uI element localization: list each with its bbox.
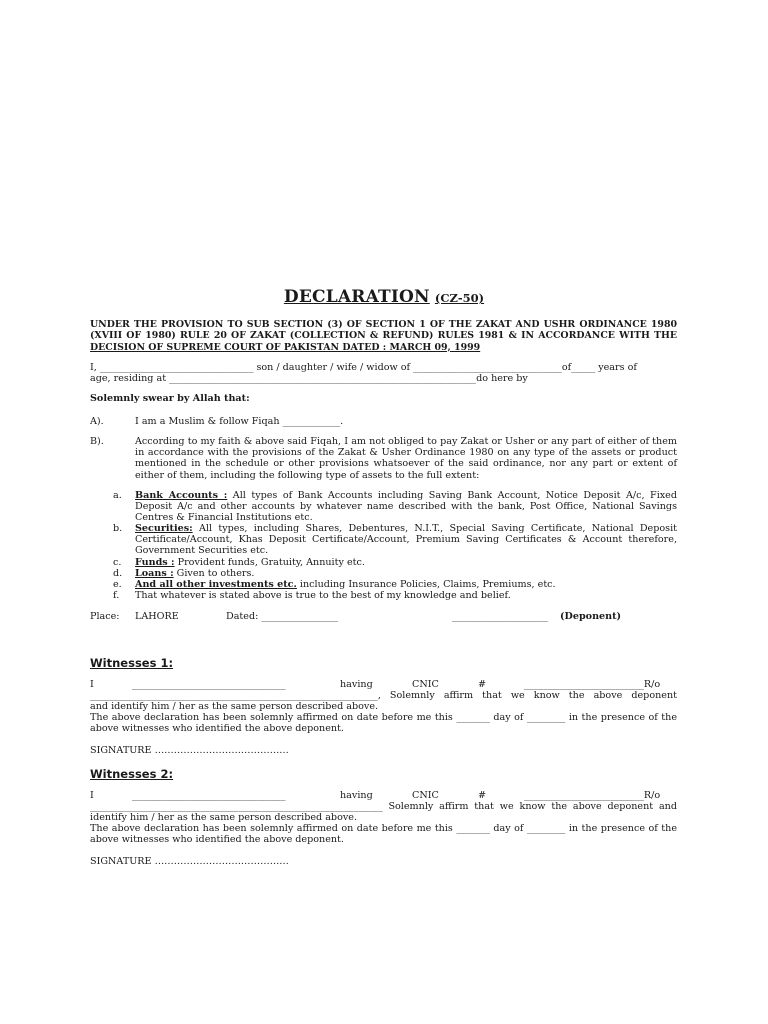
item-c-text [135, 557, 677, 568]
title-text: DECLARATION [283, 287, 430, 307]
oath-line: Solemnly swear by Allah that: [90, 393, 250, 404]
witness1-i: I [90, 679, 94, 690]
clause-b-label: B). [90, 436, 104, 447]
item-a-text [135, 490, 677, 524]
item-f-label: f. [113, 590, 120, 601]
item-b-heading: Securities: [135, 523, 193, 534]
item-f-text: That whatever is stated above is true to the best of my knowledge and belief. [135, 590, 511, 601]
subheading [90, 319, 677, 353]
item-b-body: All types, including Shares, Debentures, N.I.T., Special Saving Certificate, National Deposit Certificate/Account, Khas Deposit Certificate/Account, Premium Saving Certificates & Account therefore, Government Securities etc. [135, 523, 677, 557]
clause-a-label: A). [90, 416, 104, 427]
page-title [0, 287, 768, 307]
witness2-name-blank: ________________________________ [132, 790, 286, 801]
witness1-affirm2: above witnesses who identified the above deponent. [90, 723, 344, 734]
item-a-body: All types of Bank Accounts including Saving Bank Account, Notice Deposit A/c, Fixed Deposit A/c and other accounts by whatever name described with the bank, Post Office, National Savings Centres & Financial Institutions etc. [135, 490, 677, 524]
witness2-affirm2: above witnesses who identified the above deponent. [90, 834, 344, 845]
witness1-cnic-blank: _________________________R/o [524, 679, 661, 690]
witness2-line2: _____________________________________________________________ Solemnly affirm that we know the above deponent and [90, 801, 677, 812]
item-a-label: a. [113, 490, 122, 501]
item-c-label: c. [113, 557, 122, 568]
item-d-body: Given to others. [173, 568, 255, 579]
witness2-hash: # [478, 790, 487, 801]
intro-line-1: I, ________________________________ son / daughter / wife / widow of _______________________________of_____ years of [90, 362, 637, 373]
item-d-heading: Loans : [135, 568, 174, 579]
item-a-heading: Bank Accounts : [135, 490, 228, 501]
witness2-cnic-blank: _________________________R/o [524, 790, 661, 801]
witness2-signature: SIGNATURE …………………………………… [90, 856, 289, 867]
item-e-body: including Insurance Policies, Claims, Premiums, etc. [296, 579, 556, 590]
item-e-heading: And all other investments etc. [135, 579, 297, 590]
item-e-text [135, 579, 677, 590]
witness2-cnic: CNIC [412, 790, 439, 801]
subheading-part2: DECISION OF SUPREME COURT OF PAKISTAN DATED : MARCH 09, 1999 [90, 341, 481, 353]
dated-field: Dated: ________________ [226, 611, 339, 622]
place-value: LAHORE [135, 611, 179, 622]
item-c-body: Provident funds, Gratuity, Annuity etc. [174, 557, 365, 568]
witness1-cnic: CNIC [412, 679, 439, 690]
intro-line-2: age, residing at ________________________________________________________________do here by [90, 373, 528, 384]
deponent-signature-line: ____________________ [452, 611, 548, 622]
witness2-affirm1: The above declaration has been solemnly affirmed on date before me this _______ day of ________ in the presence of the [90, 823, 677, 834]
witness1-hash: # [478, 679, 487, 690]
witness1-having: having [340, 679, 373, 690]
witness2-line3: identify him / her as the same person described above. [90, 812, 357, 823]
item-b-text [135, 523, 677, 557]
witness1-heading: Witnesses 1: [90, 656, 174, 670]
place-label: Place: [90, 611, 120, 622]
item-b-label: b. [113, 523, 123, 534]
item-c-heading: Funds : [135, 557, 175, 568]
clause-a-text: I am a Muslim & follow Fiqah ____________. [135, 416, 344, 427]
form-code: (CZ-50) [434, 291, 485, 305]
witness1-affirm1: The above declaration has been solemnly affirmed on date before me this _______ day of ________ in the presence of the [90, 712, 677, 723]
item-e-label: e. [113, 579, 122, 590]
witness1-line3: and identify him / her as the same person described above. [90, 701, 379, 712]
item-d-text [135, 568, 677, 579]
witness1-signature: SIGNATURE …………………………………… [90, 745, 289, 756]
witness2-i: I [90, 790, 94, 801]
witness2-heading: Witnesses 2: [90, 767, 174, 781]
witness2-having: having [340, 790, 373, 801]
item-d-label: d. [113, 568, 123, 579]
witness1-name-blank: ________________________________ [132, 679, 286, 690]
deponent-label: (Deponent) [560, 611, 622, 622]
subheading-part1: UNDER THE PROVISION TO SUB SECTION (3) OF SECTION 1 OF THE ZAKAT AND USHR ORDINANCE 1980 (XVIII OF 1980) RULE 20 OF ZAKAT (COLLECTION & REFUND) RULES 1981 & IN ACCORDANCE WITH THE [90, 319, 677, 342]
clause-b-text: According to my faith & above said Fiqah, I am not obliged to pay Zakat or Usher or any part of either of them in accordance with the provisions of the Zakat & Usher Ordinance 1980 on any type of the assets or product mentioned in the schedule or other provisions whatsoever of the said ordinance, nor any part or extent of either of them, including the following type of assets to the full extent: [135, 436, 677, 481]
witness1-line2: ____________________________________________________________, Solemnly affirm that we know the above deponent [90, 690, 677, 701]
